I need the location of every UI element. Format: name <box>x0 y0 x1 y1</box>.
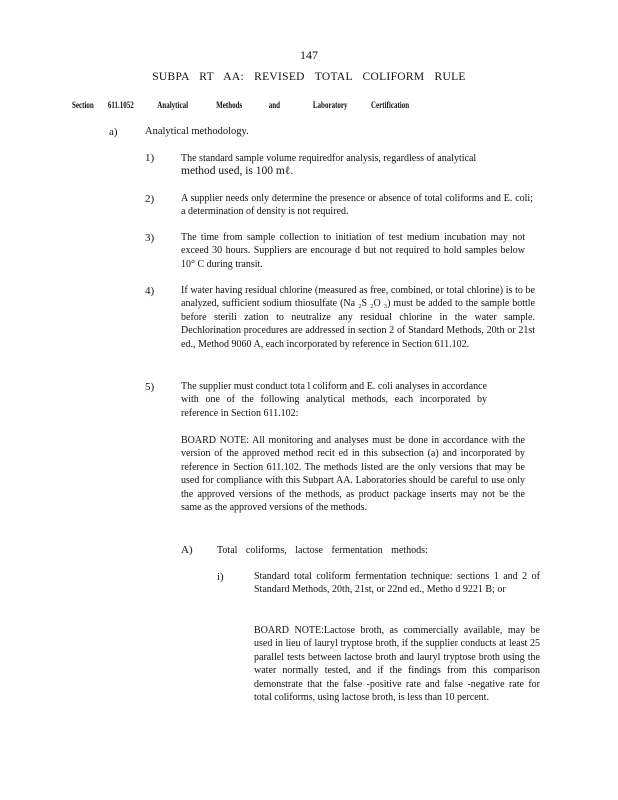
subitem-A-text: Total coliforms, lactose fermentation methods: <box>217 545 428 556</box>
subsection-a-label: a) <box>109 126 118 138</box>
section-heading <box>72 100 409 110</box>
item-text: The supplier must conduct tota l coliform and E. coli analyses in accordance with one of the following analytical methods, each incorporated by reference in Section 611.102: <box>181 381 487 419</box>
item-text: If water having residual chlorine (measured as free, combined, or total chlorine) is to be analyzed, sufficient sodium thiosulfate (Na ₂S ₂O ₃) must be added to the sample bottle before sterili zation to neutralize any residual chlorine in the water sample. Dechlorination procedures are addressed in section 2 of Standard Methods, 20th or 21st ed., Method 9060 A, each incorporated by reference in Section 611.102. <box>181 285 535 350</box>
section-title-word: and <box>268 100 281 110</box>
page-title: SUBPA RT AA: REVISED TOTAL COLIFORM RULE <box>152 71 466 83</box>
section-number: 611.1052 <box>107 100 134 110</box>
item-text: The standard sample volume requiredfor analysis, regardless of analytical <box>181 153 477 164</box>
subsection-a-heading: Analytical methodology. <box>145 126 249 137</box>
section-title-word: Laboratory <box>312 100 348 110</box>
section-title-word: Certification <box>370 100 410 110</box>
item-label: 1) <box>145 152 155 164</box>
section-title-word: Methods <box>216 100 243 110</box>
item-label: 4) <box>145 285 155 297</box>
item-text: The time from sample collection to initiation of test medium incubation may not exceed 30 hours. Suppliers are encourage d but not required to hold samples below 10° C during transit. <box>181 232 525 270</box>
item-label: 5) <box>145 381 155 393</box>
subitem-i-label: i) <box>217 571 224 583</box>
subitem-A-label: A) <box>181 544 193 556</box>
section-title-word: Analytical <box>157 100 189 110</box>
item-label: 3) <box>145 232 155 244</box>
item-label: 2) <box>145 193 155 205</box>
board-note: BOARD NOTE: All monitoring and analyses must be done in accordance with the version of the approved method recit ed in this subsection (a) and incorporated by reference in Section 611.102. The methods listed are the only versions that may be used for compliance with this Subpart AA. Laboratories should be careful to use only the approved versions of the methods, as product package inserts may not be the same as the approved versions of the methods. <box>181 435 525 514</box>
item-text-continued: method used, is 100 mℓ. <box>181 165 294 177</box>
subitem-i-text: Standard total coliform fermentation technique: sections 1 and 2 of Standard Methods, 20th, 21st, or 22nd ed., Metho d 9221 B; or <box>254 571 540 596</box>
board-note: BOARD NOTE:Lactose broth, as commercially available, may be used in lieu of lauryl tryptose broth, if the supplier conducts at least 25 parallel tests between lactose broth and lauryl tryptose broth using the water normally tested, and if the findings from this comparison demonstrate that the false -positive rate and false -negative rate for total coliforms, using lactose broth, is less than 10 percent. <box>254 625 540 704</box>
item-text: A supplier needs only determine the presence or absence of total coliforms and E. coli; a determination of density is not required. <box>181 193 533 218</box>
page-number: 147 <box>300 48 318 62</box>
section-label: Section <box>72 100 94 110</box>
